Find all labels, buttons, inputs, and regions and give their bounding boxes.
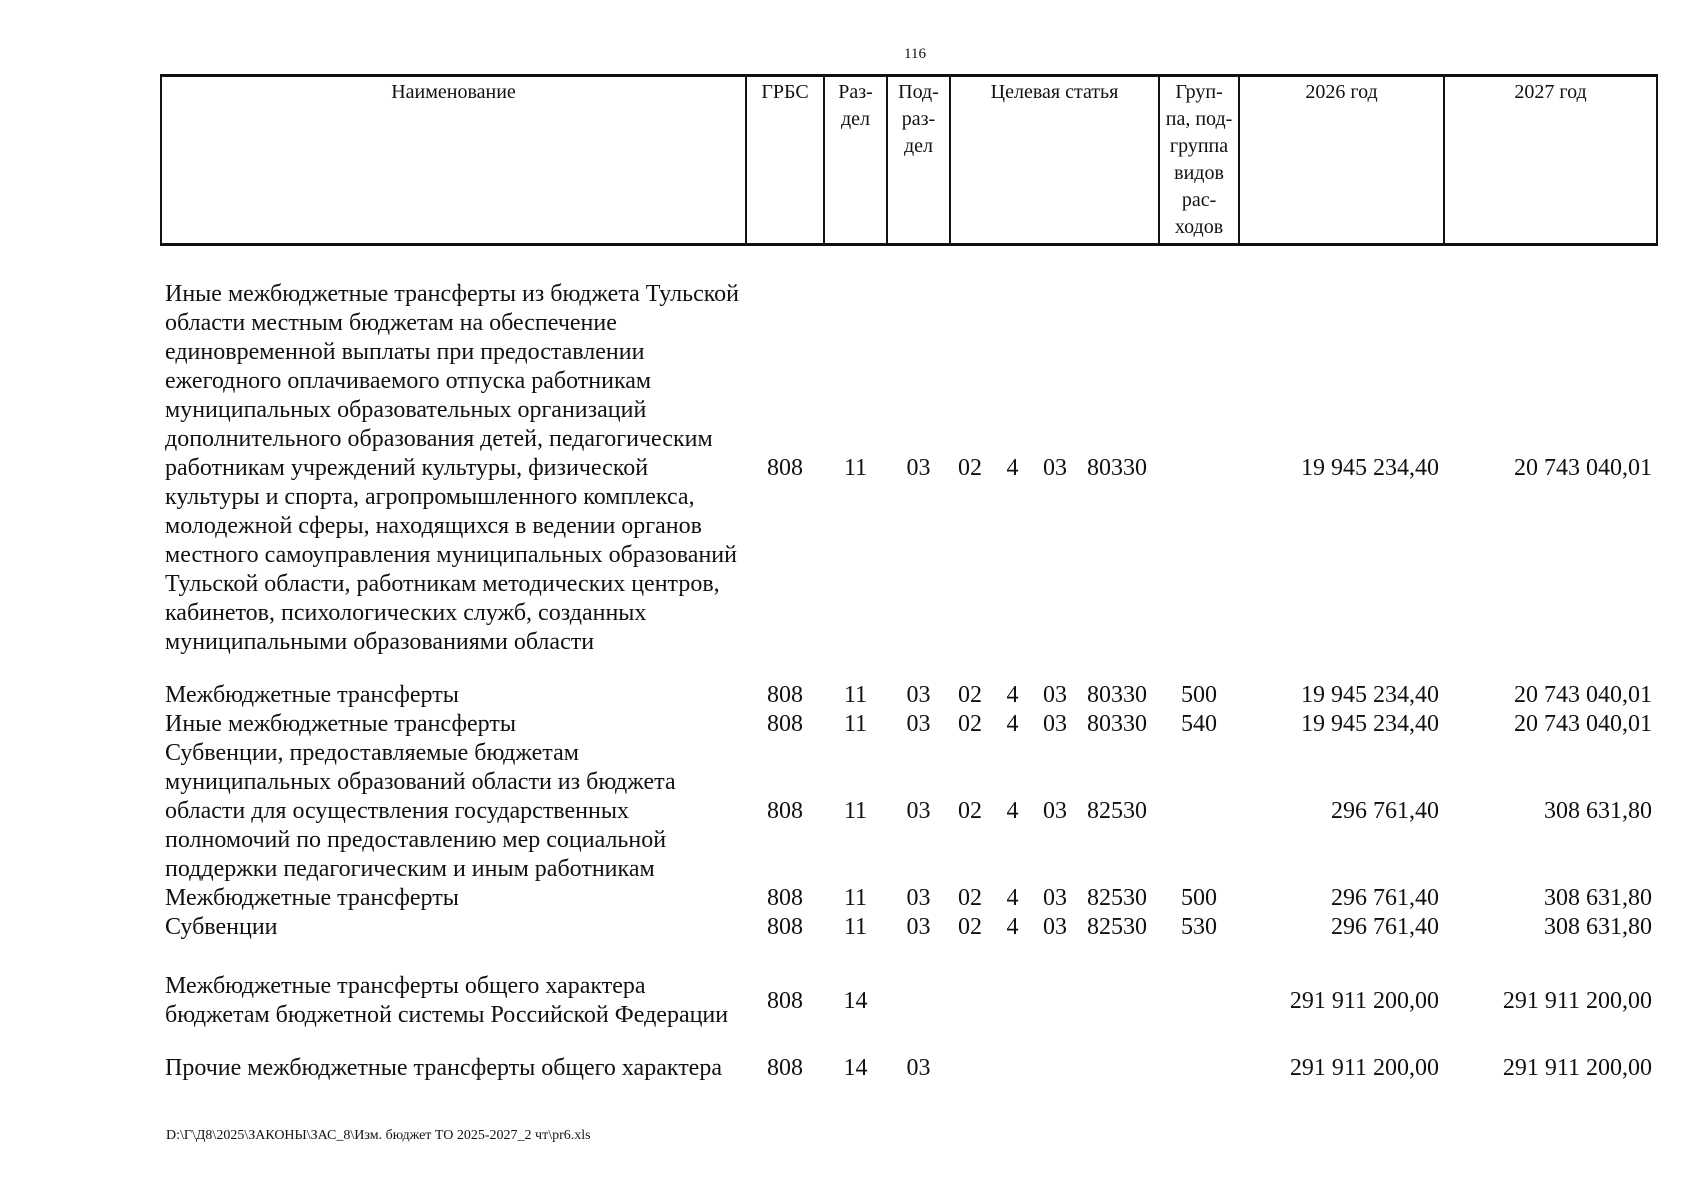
header-name: Наименование (161, 76, 746, 245)
table-row (161, 739, 1657, 884)
row-y2026: 19 945 234,40 (1301, 455, 1440, 481)
row-ts1: 02 (958, 798, 982, 824)
row-ts4: 82530 (1087, 914, 1148, 940)
row-ts3: 03 (1043, 798, 1067, 824)
row-ts1: 02 (958, 682, 982, 708)
row-podrazdel: 03 (906, 885, 931, 911)
row-ts3: 03 (1043, 711, 1067, 737)
row-ts1: 02 (958, 455, 982, 481)
row-name: Прочие межбюджетные трансферты общего характера (165, 1055, 722, 1081)
row-name: Иные межбюджетные трансферты из бюджета Тульской области местным бюджетам на обеспечение единовременной выплаты при предоставлении ежегодного оплачиваемого отпуска работникам муниципальных образовательных организаций дополнительного образования детей, педагогическим работникам учреждений культуры, физической культуры и спорта, агропромышленного комплекса, молодежной сферы, находящихся в ведении органов местного самоуправления муниципальных образований Тульской области, работникам методических центров, кабинетов, психологических служб, созданных муниципальными образованиями области (165, 281, 740, 655)
row-ts4: 82530 (1087, 885, 1148, 911)
row-grbs: 808 (767, 885, 803, 911)
row-name: Межбюджетные трансферты (165, 885, 459, 911)
row-group: 530 (1181, 914, 1218, 940)
header-razdel: Раз- дел (824, 76, 887, 245)
row-y2027: 291 911 200,00 (1502, 1055, 1653, 1081)
row-grbs: 808 (767, 711, 803, 737)
row-group: 500 (1181, 885, 1218, 911)
row-ts3: 03 (1043, 455, 1067, 481)
row-ts1 (950, 1030, 990, 1083)
row-ts3 (1035, 948, 1075, 1030)
table-row (161, 710, 1657, 739)
header-podrazdel: Под- раз- дел (887, 76, 950, 245)
row-grbs: 808 (767, 987, 803, 1014)
table-row (161, 913, 1657, 948)
row-razdel: 11 (843, 682, 868, 708)
header-year-2026: 2026 год (1239, 76, 1444, 245)
row-razdel: 11 (843, 455, 868, 481)
row-group (1159, 245, 1239, 658)
row-podrazdel (887, 948, 950, 1030)
row-ts4 (1075, 1030, 1159, 1083)
row-y2027: 20 743 040,01 (1514, 455, 1653, 481)
row-ts2: 4 (1006, 798, 1019, 824)
row-y2027: 20 743 040,01 (1514, 711, 1653, 737)
row-ts3: 03 (1043, 914, 1067, 940)
row-group (1159, 739, 1239, 884)
row-group: 500 (1181, 682, 1218, 708)
row-y2026: 291 911 200,00 (1289, 1055, 1440, 1081)
page-number: 116 (904, 46, 926, 62)
budget-sheet (160, 74, 1656, 1083)
row-razdel: 14 (843, 1055, 868, 1081)
row-ts2 (990, 948, 1035, 1030)
table-row (161, 1030, 1657, 1083)
row-ts2: 4 (1006, 711, 1019, 737)
table-row (161, 884, 1657, 913)
row-ts2: 4 (1006, 455, 1019, 481)
row-razdel: 14 (843, 987, 868, 1014)
row-y2026: 296 761,40 (1331, 885, 1440, 911)
row-grbs: 808 (767, 798, 803, 824)
header-year-2027: 2027 год (1444, 76, 1657, 245)
row-ts2: 4 (1006, 885, 1019, 911)
header-group: Груп- па, под- группа видов рас- ходов (1159, 76, 1239, 245)
row-ts3 (1035, 1030, 1075, 1083)
row-grbs: 808 (767, 682, 803, 708)
row-ts1: 02 (958, 914, 982, 940)
row-razdel: 11 (843, 914, 868, 940)
row-name: Межбюджетные трансферты (165, 682, 459, 708)
row-podrazdel: 03 (906, 682, 931, 708)
budget-table (160, 74, 1658, 1083)
row-podrazdel: 03 (906, 711, 931, 737)
row-ts3: 03 (1043, 682, 1067, 708)
table-row (161, 948, 1657, 1030)
row-name: Межбюджетные трансферты общего характера бюджетам бюджетной системы Российской Федерации (165, 973, 729, 1028)
row-ts1: 02 (958, 711, 982, 737)
table-row (161, 245, 1657, 658)
row-ts2 (990, 1030, 1035, 1083)
table-row (161, 657, 1657, 710)
row-y2027: 308 631,80 (1544, 798, 1653, 824)
row-y2026: 19 945 234,40 (1301, 711, 1440, 737)
header-grbs: ГРБС (746, 76, 824, 245)
row-y2027: 291 911 200,00 (1502, 987, 1653, 1014)
row-podrazdel: 03 (906, 914, 931, 940)
row-grbs: 808 (767, 455, 803, 481)
row-name: Иные межбюджетные трансферты (165, 711, 516, 737)
table-header (161, 76, 1657, 245)
row-group (1159, 1030, 1239, 1083)
header-target-article: Целевая статья (950, 76, 1159, 245)
row-grbs: 808 (767, 1055, 803, 1081)
table-body (161, 245, 1657, 1084)
row-name: Субвенции, предоставляемые бюджетам муниципальных образований области из бюджета области для осуществления государственных полномочий по предоставлению мер социальной поддержки педагогическим и иным работникам (165, 740, 676, 882)
row-y2026: 19 945 234,40 (1301, 682, 1440, 708)
row-ts4: 80330 (1087, 711, 1148, 737)
row-podrazdel: 03 (906, 455, 931, 481)
row-ts4: 80330 (1087, 455, 1148, 481)
row-name: Субвенции (165, 914, 278, 940)
row-y2027: 308 631,80 (1544, 885, 1653, 911)
row-y2026: 296 761,40 (1331, 798, 1440, 824)
row-ts3: 03 (1043, 885, 1067, 911)
row-ts4: 80330 (1087, 682, 1148, 708)
row-ts2: 4 (1006, 914, 1019, 940)
row-ts4 (1075, 948, 1159, 1030)
row-podrazdel: 03 (906, 1055, 931, 1081)
row-grbs: 808 (767, 914, 803, 940)
row-razdel: 11 (843, 885, 868, 911)
row-y2026: 296 761,40 (1331, 914, 1440, 940)
row-ts1 (950, 948, 990, 1030)
row-group: 540 (1181, 711, 1218, 737)
row-razdel: 11 (843, 711, 868, 737)
row-y2026: 291 911 200,00 (1289, 987, 1440, 1014)
row-podrazdel: 03 (906, 798, 931, 824)
row-y2027: 308 631,80 (1544, 914, 1653, 940)
row-group (1159, 948, 1239, 1030)
footer-file-path: D:\Г\Д8\2025\ЗАКОНЫ\ЗАС_8\Изм. бюджет ТО 2025-2027_2 чт\pr6.xls (166, 1128, 591, 1143)
row-ts2: 4 (1006, 682, 1019, 708)
row-ts1: 02 (958, 885, 982, 911)
row-razdel: 11 (843, 798, 868, 824)
row-ts4: 82530 (1087, 798, 1148, 824)
row-y2027: 20 743 040,01 (1514, 682, 1653, 708)
